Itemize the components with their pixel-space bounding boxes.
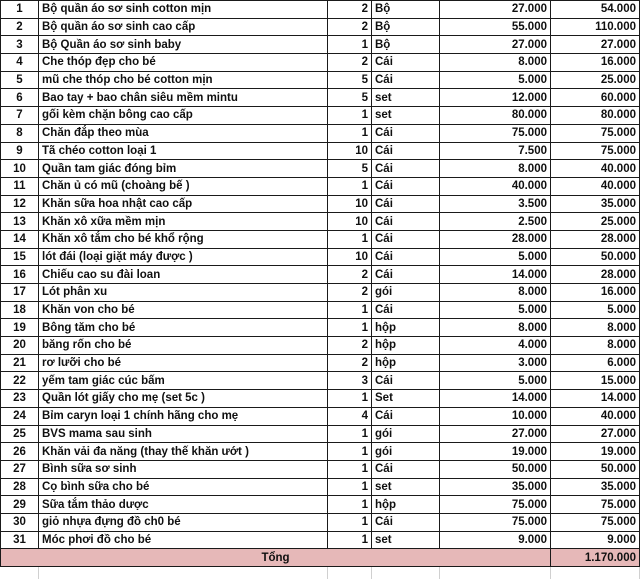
line-total-cell[interactable]: 50.000	[551, 248, 640, 266]
quantity-cell[interactable]: 1	[328, 36, 372, 54]
item-name-cell[interactable]: Che thóp đẹp cho bé	[39, 54, 328, 72]
quantity-cell[interactable]: 3	[328, 372, 372, 390]
unit-price-cell[interactable]: 14.000	[440, 390, 551, 408]
quantity-cell[interactable]: 1	[328, 319, 372, 337]
line-total-cell[interactable]: 28.000	[551, 230, 640, 248]
quantity-cell[interactable]: 2	[328, 266, 372, 284]
line-total-cell[interactable]: 9.000	[551, 531, 640, 549]
quantity-cell[interactable]: 5	[328, 71, 372, 89]
row-number-cell[interactable]: 17	[1, 284, 39, 302]
item-name-cell[interactable]: BVS mama sau sinh	[39, 425, 328, 443]
table-row[interactable]	[1, 230, 640, 248]
unit-price-cell[interactable]: 55.000	[440, 18, 551, 36]
quantity-cell[interactable]: 10	[328, 195, 372, 213]
line-total-cell[interactable]: 40.000	[551, 177, 640, 195]
unit-price-cell[interactable]: 9.000	[440, 531, 551, 549]
unit-cell[interactable]: Bộ	[372, 36, 440, 54]
table-row[interactable]	[1, 443, 640, 461]
unit-cell[interactable]: Cái	[372, 248, 440, 266]
item-name-cell[interactable]: Sữa tắm thảo dược	[39, 496, 328, 514]
item-name-cell[interactable]: Bông tăm cho bé	[39, 319, 328, 337]
row-number-cell[interactable]: 12	[1, 195, 39, 213]
unit-price-cell[interactable]: 3.000	[440, 354, 551, 372]
quantity-cell[interactable]: 10	[328, 142, 372, 160]
item-name-cell[interactable]: rơ lưỡi cho bé	[39, 354, 328, 372]
row-number-cell[interactable]: 23	[1, 390, 39, 408]
unit-cell[interactable]: gói	[372, 443, 440, 461]
row-number-cell[interactable]: 16	[1, 266, 39, 284]
quantity-cell[interactable]: 10	[328, 213, 372, 231]
line-total-cell[interactable]: 50.000	[551, 460, 640, 478]
item-name-cell[interactable]: Khăn vải đa năng (thay thế khăn ướt )	[39, 443, 328, 461]
row-number-cell[interactable]: 8	[1, 124, 39, 142]
item-name-cell[interactable]: Quần lót giấy cho mẹ (set 5c )	[39, 390, 328, 408]
row-number-cell[interactable]: 29	[1, 496, 39, 514]
unit-price-cell[interactable]: 27.000	[440, 1, 551, 19]
unit-price-cell[interactable]: 2.500	[440, 213, 551, 231]
total-row[interactable]	[1, 549, 640, 567]
quantity-cell[interactable]: 1	[328, 513, 372, 531]
unit-price-cell[interactable]: 80.000	[440, 107, 551, 125]
row-number-cell[interactable]: 9	[1, 142, 39, 160]
row-number-cell[interactable]: 19	[1, 319, 39, 337]
quantity-cell[interactable]: 1	[328, 443, 372, 461]
unit-price-cell[interactable]: 5.000	[440, 372, 551, 390]
unit-cell[interactable]: Cái	[372, 54, 440, 72]
table-row[interactable]	[1, 319, 640, 337]
unit-cell[interactable]: set	[372, 89, 440, 107]
line-total-cell[interactable]: 27.000	[551, 36, 640, 54]
line-total-cell[interactable]: 75.000	[551, 124, 640, 142]
unit-cell[interactable]: set	[372, 478, 440, 496]
item-name-cell[interactable]: Bao tay + bao chân siêu mềm mintu	[39, 89, 328, 107]
unit-price-cell[interactable]: 40.000	[440, 177, 551, 195]
unit-cell[interactable]: Cái	[372, 372, 440, 390]
item-name-cell[interactable]: Bộ quần áo sơ sinh cotton mịn	[39, 1, 328, 19]
row-number-cell[interactable]: 18	[1, 301, 39, 319]
item-name-cell[interactable]: Bỉm caryn loại 1 chính hãng cho mẹ	[39, 407, 328, 425]
table-row[interactable]	[1, 425, 640, 443]
unit-cell[interactable]: Cái	[372, 160, 440, 178]
row-number-cell[interactable]: 6	[1, 89, 39, 107]
quantity-cell[interactable]: 1	[328, 425, 372, 443]
unit-price-cell[interactable]: 50.000	[440, 460, 551, 478]
item-name-cell[interactable]: Khăn sữa hoa nhật cao cấp	[39, 195, 328, 213]
quantity-cell[interactable]: 2	[328, 18, 372, 36]
row-number-cell[interactable]: 30	[1, 513, 39, 531]
line-total-cell[interactable]: 14.000	[551, 390, 640, 408]
quantity-cell[interactable]: 1	[328, 301, 372, 319]
unit-cell[interactable]: Bộ	[372, 1, 440, 19]
table-row[interactable]	[1, 372, 640, 390]
line-total-cell[interactable]: 6.000	[551, 354, 640, 372]
row-number-cell[interactable]: 28	[1, 478, 39, 496]
item-name-cell[interactable]: mũ che thóp cho bé cotton mịn	[39, 71, 328, 89]
item-name-cell[interactable]: Quần tam giác đóng bỉm	[39, 160, 328, 178]
unit-cell[interactable]: Cái	[372, 177, 440, 195]
unit-cell[interactable]: Cái	[372, 230, 440, 248]
table-body	[1, 1, 640, 549]
table-row[interactable]	[1, 36, 640, 54]
item-name-cell[interactable]: Lót phân xu	[39, 284, 328, 302]
line-total-cell[interactable]: 16.000	[551, 284, 640, 302]
quantity-cell[interactable]: 1	[328, 230, 372, 248]
table-row[interactable]	[1, 337, 640, 355]
row-number-cell[interactable]: 2	[1, 18, 39, 36]
line-total-cell[interactable]: 27.000	[551, 425, 640, 443]
item-name-cell[interactable]: Tã chéo cotton loại 1	[39, 142, 328, 160]
quantity-cell[interactable]: 2	[328, 284, 372, 302]
row-number-cell[interactable]: 5	[1, 71, 39, 89]
unit-cell[interactable]: Cái	[372, 301, 440, 319]
empty-grid-area	[0, 567, 640, 579]
table-row[interactable]	[1, 460, 640, 478]
table-row[interactable]	[1, 1, 640, 19]
unit-price-cell[interactable]: 7.500	[440, 142, 551, 160]
row-number-cell[interactable]: 3	[1, 36, 39, 54]
line-total-cell[interactable]: 35.000	[551, 478, 640, 496]
item-name-cell[interactable]: Khăn xô xữa mềm mịn	[39, 213, 328, 231]
row-number-cell[interactable]: 21	[1, 354, 39, 372]
line-total-cell[interactable]: 60.000	[551, 89, 640, 107]
line-total-cell[interactable]: 75.000	[551, 496, 640, 514]
table-row[interactable]	[1, 301, 640, 319]
item-name-cell[interactable]: giỏ nhựa đựng đồ ch0 bé	[39, 513, 328, 531]
row-number-cell[interactable]: 25	[1, 425, 39, 443]
table-row[interactable]	[1, 213, 640, 231]
unit-cell[interactable]: hộp	[372, 354, 440, 372]
unit-cell[interactable]: hộp	[372, 319, 440, 337]
line-total-cell[interactable]: 110.000	[551, 18, 640, 36]
unit-price-cell[interactable]: 75.000	[440, 513, 551, 531]
unit-price-cell[interactable]: 5.000	[440, 301, 551, 319]
table-row[interactable]	[1, 195, 640, 213]
item-name-cell[interactable]: Chăn đắp theo mùa	[39, 124, 328, 142]
unit-price-cell[interactable]: 4.000	[440, 337, 551, 355]
item-name-cell[interactable]: gối kèm chặn bông cao cấp	[39, 107, 328, 125]
table-row[interactable]	[1, 18, 640, 36]
table-row[interactable]	[1, 160, 640, 178]
row-number-cell[interactable]: 22	[1, 372, 39, 390]
unit-price-cell[interactable]: 8.000	[440, 319, 551, 337]
row-number-cell[interactable]: 7	[1, 107, 39, 125]
line-total-cell[interactable]: 40.000	[551, 160, 640, 178]
item-name-cell[interactable]: Bình sữa sơ sinh	[39, 460, 328, 478]
row-number-cell[interactable]: 27	[1, 460, 39, 478]
line-total-cell[interactable]: 75.000	[551, 142, 640, 160]
table-row[interactable]	[1, 513, 640, 531]
row-number-cell[interactable]: 10	[1, 160, 39, 178]
line-total-cell[interactable]: 75.000	[551, 513, 640, 531]
unit-cell[interactable]: Cái	[372, 266, 440, 284]
unit-cell[interactable]: hộp	[372, 337, 440, 355]
row-number-cell[interactable]: 20	[1, 337, 39, 355]
total-label-cell[interactable]: Tổng	[1, 549, 551, 567]
unit-cell[interactable]: Cái	[372, 460, 440, 478]
quantity-cell[interactable]: 1	[328, 460, 372, 478]
line-total-cell[interactable]: 8.000	[551, 319, 640, 337]
item-name-cell[interactable]: Khăn xô tắm cho bé khổ rộng	[39, 230, 328, 248]
line-total-cell[interactable]: 8.000	[551, 337, 640, 355]
table-row[interactable]	[1, 107, 640, 125]
quantity-cell[interactable]: 1	[328, 531, 372, 549]
row-number-cell[interactable]: 31	[1, 531, 39, 549]
unit-cell[interactable]: gói	[372, 284, 440, 302]
line-total-cell[interactable]: 28.000	[551, 266, 640, 284]
item-name-cell[interactable]: Bộ quần áo sơ sinh cao cấp	[39, 18, 328, 36]
table-row[interactable]	[1, 177, 640, 195]
line-total-cell[interactable]: 35.000	[551, 195, 640, 213]
quantity-cell[interactable]: 1	[328, 478, 372, 496]
quantity-cell[interactable]: 1	[328, 107, 372, 125]
quantity-cell[interactable]: 1	[328, 124, 372, 142]
unit-price-cell[interactable]: 8.000	[440, 284, 551, 302]
table-row[interactable]	[1, 531, 640, 549]
unit-price-cell[interactable]: 14.000	[440, 266, 551, 284]
unit-price-cell[interactable]: 8.000	[440, 160, 551, 178]
line-total-cell[interactable]: 5.000	[551, 301, 640, 319]
row-number-cell[interactable]: 13	[1, 213, 39, 231]
quantity-cell[interactable]: 5	[328, 160, 372, 178]
unit-cell[interactable]: set	[372, 107, 440, 125]
unit-cell[interactable]: Bộ	[372, 18, 440, 36]
row-number-cell[interactable]: 24	[1, 407, 39, 425]
row-number-cell[interactable]: 4	[1, 54, 39, 72]
item-name-cell[interactable]: Móc phơi đồ cho bé	[39, 531, 328, 549]
table-row[interactable]	[1, 354, 640, 372]
unit-price-cell[interactable]: 12.000	[440, 89, 551, 107]
line-total-cell[interactable]: 16.000	[551, 54, 640, 72]
unit-cell[interactable]: Cái	[372, 71, 440, 89]
unit-price-cell[interactable]: 35.000	[440, 478, 551, 496]
item-name-cell[interactable]: Khăn von cho bé	[39, 301, 328, 319]
row-number-cell[interactable]: 1	[1, 1, 39, 19]
unit-price-cell[interactable]: 5.000	[440, 71, 551, 89]
line-total-cell[interactable]: 80.000	[551, 107, 640, 125]
row-number-cell[interactable]: 14	[1, 230, 39, 248]
unit-cell[interactable]: Cái	[372, 213, 440, 231]
item-name-cell[interactable]: Chăn ủ có mũ (choàng bế )	[39, 177, 328, 195]
quantity-cell[interactable]: 4	[328, 407, 372, 425]
unit-cell[interactable]: Cái	[372, 124, 440, 142]
unit-price-cell[interactable]: 19.000	[440, 443, 551, 461]
table-row[interactable]	[1, 124, 640, 142]
item-name-cell[interactable]: Bộ Quần áo sơ sinh baby	[39, 36, 328, 54]
quantity-cell[interactable]: 2	[328, 354, 372, 372]
unit-cell[interactable]: Cái	[372, 195, 440, 213]
quantity-cell[interactable]: 2	[328, 337, 372, 355]
quantity-cell[interactable]: 10	[328, 248, 372, 266]
unit-price-cell[interactable]: 27.000	[440, 425, 551, 443]
unit-cell[interactable]: Cái	[372, 142, 440, 160]
table-row[interactable]	[1, 248, 640, 266]
unit-price-cell[interactable]: 75.000	[440, 124, 551, 142]
item-name-cell[interactable]: Chiếu cao su đài loan	[39, 266, 328, 284]
unit-cell[interactable]: Cái	[372, 513, 440, 531]
table-row[interactable]	[1, 71, 640, 89]
grand-total-cell[interactable]: 1.170.000	[551, 549, 640, 567]
line-total-cell[interactable]: 19.000	[551, 443, 640, 461]
row-number-cell[interactable]: 26	[1, 443, 39, 461]
unit-price-cell[interactable]: 8.000	[440, 54, 551, 72]
line-total-cell[interactable]: 54.000	[551, 1, 640, 19]
table-row[interactable]	[1, 478, 640, 496]
line-total-cell[interactable]: 25.000	[551, 71, 640, 89]
quantity-cell[interactable]: 5	[328, 89, 372, 107]
item-name-cell[interactable]: Cọ bình sữa cho bé	[39, 478, 328, 496]
table-row[interactable]	[1, 54, 640, 72]
unit-cell[interactable]: Set	[372, 390, 440, 408]
quantity-cell[interactable]: 1	[328, 177, 372, 195]
line-total-cell[interactable]: 40.000	[551, 407, 640, 425]
quantity-cell[interactable]: 2	[328, 54, 372, 72]
line-total-cell[interactable]: 15.000	[551, 372, 640, 390]
unit-price-cell[interactable]: 75.000	[440, 496, 551, 514]
table-row[interactable]	[1, 407, 640, 425]
table-row[interactable]	[1, 266, 640, 284]
unit-price-cell[interactable]: 10.000	[440, 407, 551, 425]
table-row[interactable]	[1, 89, 640, 107]
line-total-cell[interactable]: 25.000	[551, 213, 640, 231]
quantity-cell[interactable]: 1	[328, 390, 372, 408]
unit-cell[interactable]: hộp	[372, 496, 440, 514]
unit-cell[interactable]: Cái	[372, 407, 440, 425]
table-row[interactable]	[1, 496, 640, 514]
table-row[interactable]	[1, 390, 640, 408]
quantity-cell[interactable]: 2	[328, 1, 372, 19]
unit-price-cell[interactable]: 27.000	[440, 36, 551, 54]
unit-price-cell[interactable]: 5.000	[440, 248, 551, 266]
unit-cell[interactable]: gói	[372, 425, 440, 443]
unit-price-cell[interactable]: 28.000	[440, 230, 551, 248]
item-name-cell[interactable]: yếm tam giác cúc bấm	[39, 372, 328, 390]
row-number-cell[interactable]: 15	[1, 248, 39, 266]
quantity-cell[interactable]: 1	[328, 496, 372, 514]
table-row[interactable]	[1, 284, 640, 302]
table-row[interactable]	[1, 142, 640, 160]
row-number-cell[interactable]: 11	[1, 177, 39, 195]
unit-cell[interactable]: set	[372, 531, 440, 549]
item-name-cell[interactable]: lót đái (loại giặt máy được )	[39, 248, 328, 266]
item-name-cell[interactable]: băng rốn cho bé	[39, 337, 328, 355]
unit-price-cell[interactable]: 3.500	[440, 195, 551, 213]
